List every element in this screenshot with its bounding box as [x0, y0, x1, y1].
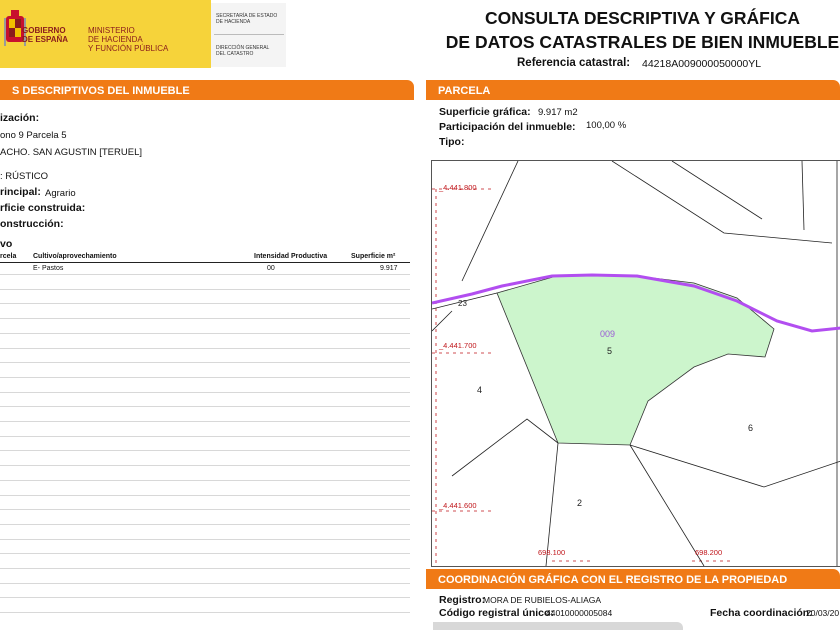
- table-row: [0, 612, 410, 613]
- table-row: [0, 524, 410, 525]
- table-row: [0, 597, 410, 598]
- cultivo-title: vo: [0, 238, 13, 250]
- parcel-label-5: 5: [607, 346, 613, 356]
- anio-construccion-label: onstrucción:: [0, 218, 64, 230]
- table-header-intensidad: Intensidad Productiva: [254, 253, 328, 260]
- superficie-grafica-label: Superficie gráfica:: [439, 106, 531, 118]
- uso-value: Agrario: [45, 188, 76, 199]
- tipo-label: Tipo:: [439, 136, 465, 148]
- ministerio-text: MINISTERIO DE HACIENDA Y FUNCIÓN PÚBLICA: [88, 26, 169, 53]
- table-row: [0, 465, 410, 466]
- table-row: [0, 553, 410, 554]
- table-row: [0, 362, 410, 363]
- table-row: [0, 568, 410, 569]
- codigo-value: 44010000005084: [546, 608, 613, 618]
- section-header-datos: S DESCRIPTIVOS DEL INMUEBLE: [0, 80, 414, 100]
- coord-y-600: _4.441.600: [439, 501, 477, 510]
- parcel-label-4: 4: [477, 385, 483, 395]
- table-cell-cultivo: E- Pastos: [33, 265, 64, 272]
- direccion-text: DIRECCIÓN GENERAL DEL CATASTRO: [216, 45, 270, 57]
- table-row: [0, 436, 410, 437]
- table-row: [0, 450, 410, 451]
- table-row: [0, 348, 410, 349]
- table-row: [0, 509, 410, 510]
- superficie-construida-label: rficie construida:: [0, 202, 86, 214]
- table-row: [0, 303, 410, 304]
- parcel-label-23: 23: [458, 299, 467, 308]
- coord-y-800: _4.441.800: [439, 183, 477, 192]
- coord-x-100: 698.100: [538, 548, 566, 557]
- cadastral-map[interactable]: [431, 160, 840, 567]
- section-header-parcela: PARCELA: [426, 80, 840, 100]
- table-cell-superficie: 9.917: [380, 265, 398, 272]
- map-svg: [432, 161, 840, 566]
- next-section-tab: [433, 622, 683, 630]
- table-cell-intensidad: 00: [267, 265, 275, 272]
- codigo-label: Código registral único:: [439, 607, 554, 619]
- table-header-cultivo: Cultivo/aprovechamiento: [33, 253, 117, 260]
- coord-y-700: _4.441.700: [439, 341, 477, 350]
- secretaria-text: SECRETARÍA DE ESTADO DE HACIENDA: [216, 13, 278, 25]
- polygon-label: 009: [600, 329, 616, 339]
- table-row: [0, 274, 410, 275]
- table-row: [0, 333, 410, 334]
- parcel-label-6: 6: [748, 423, 754, 433]
- localizacion-line2: ACHO. SAN AGUSTIN [TERUEL]: [0, 147, 142, 158]
- table-row: [0, 377, 410, 378]
- participacion-label: Participación del inmueble:: [439, 121, 576, 133]
- ref-label: Referencia catastral:: [517, 57, 631, 69]
- gobierno-text: GOBIERNO DE ESPAÑA: [22, 26, 69, 44]
- superficie-grafica-value: 9.917 m2: [538, 107, 578, 118]
- section-header-coordinacion: COORDINACIÓN GRÁFICA CON EL REGISTRO DE LA PROPIEDAD: [426, 569, 840, 589]
- localizacion-line1: ono 9 Parcela 5: [0, 130, 67, 141]
- fecha-value: 20/03/20: [806, 608, 840, 618]
- table-row: [0, 583, 410, 584]
- registro-value: MORA DE RUBIELOS-ALIAGA: [483, 595, 602, 605]
- page-title: CONSULTA DESCRIPTIVA Y GRÁFICA DE DATOS CATASTRALES DE BIEN INMUEBLE: [445, 8, 840, 52]
- table-row: [0, 539, 410, 540]
- table-row: [0, 392, 410, 393]
- divider: [214, 34, 284, 35]
- localizacion-label: ización:: [0, 112, 40, 124]
- uso-label: rincipal:: [0, 186, 41, 198]
- fecha-label: Fecha coordinación:: [710, 607, 813, 619]
- table-header-superficie: Superficie m²: [351, 253, 396, 260]
- table-row: [0, 495, 410, 496]
- registro-label: Registro:: [439, 594, 486, 606]
- table-header-rule: [0, 262, 410, 263]
- table-row: [0, 318, 410, 319]
- parcel-label-2: 2: [577, 498, 583, 508]
- table-row: [0, 421, 410, 422]
- participacion-value: 100,00 %: [586, 120, 627, 131]
- table-row: [0, 289, 410, 290]
- ref-value: 44218A009000050000YL: [642, 58, 762, 70]
- table-row: [0, 406, 410, 407]
- table-row: [0, 480, 410, 481]
- table-header-parcela: rcela: [0, 253, 17, 260]
- coord-x-200: 698.200: [695, 548, 723, 557]
- clase-value: : RÚSTICO: [0, 171, 49, 182]
